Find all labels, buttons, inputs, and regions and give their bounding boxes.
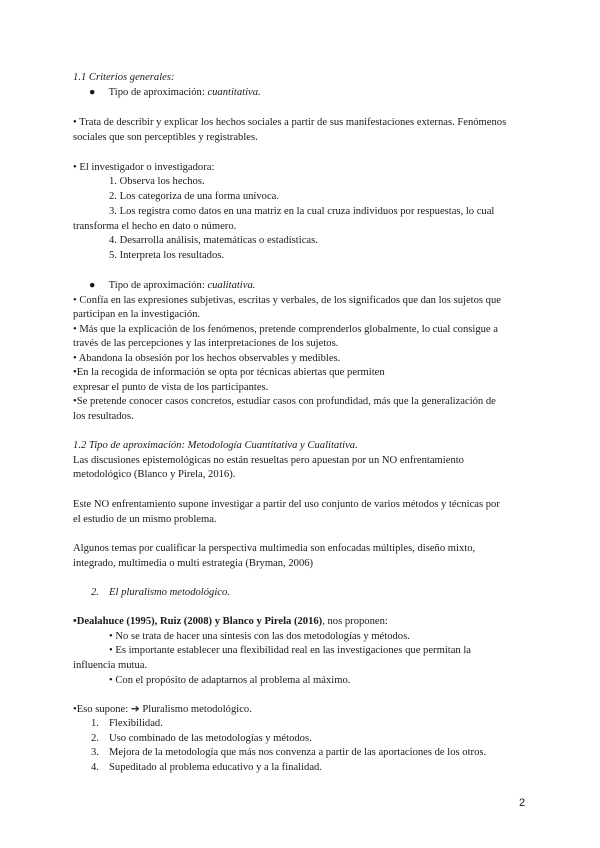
authors-bold: •Dealahuce (1995), Ruiz (2008) y Blanco y Pirela (2016) bbox=[73, 616, 323, 627]
authors-rest: , nos proponen: bbox=[322, 616, 388, 627]
quant-text-line: sociales que son perceptibles y registrables. bbox=[73, 132, 258, 143]
step-item: 1. Observa los hechos. bbox=[109, 176, 205, 187]
proposal-item: • Con el propósito de adaptarnos al problema al máximo. bbox=[109, 675, 351, 686]
proposal-item: influencia mutua. bbox=[73, 660, 148, 671]
qual-type-value: cualitativa. bbox=[207, 280, 256, 291]
section-2-number: 2. bbox=[91, 587, 99, 598]
step-item: transforma el hecho en dato o número. bbox=[73, 221, 237, 232]
paragraph-line: Este NO enfrentamiento supone investigar a partir del uso conjunto de varios métodos y técnicas por bbox=[73, 499, 500, 510]
proposal-item: • Es importante establecer una flexibilidad real en las investigaciones que permitan la bbox=[109, 645, 471, 656]
authors-line bbox=[73, 615, 388, 629]
list-item: Flexibilidad. bbox=[109, 718, 163, 729]
paragraph-line: el estudio de un mismo problema. bbox=[73, 514, 217, 525]
list-number: 3. bbox=[91, 747, 99, 758]
section-2-heading: El pluralismo metodológico. bbox=[109, 587, 230, 598]
qual-line: •Se pretende conocer casos concretos, estudiar casos con profundidad, más que la generalización de bbox=[73, 396, 496, 407]
quant-text-line: • Trata de describir y explicar los hechos sociales a partir de sus manifestaciones externas. Fenómenos bbox=[73, 117, 507, 128]
step-item: 5. Interpreta los resultados. bbox=[109, 250, 225, 261]
step-item: 2. Los categoriza de una forma unívoca. bbox=[109, 191, 280, 202]
step-item: 3. Los registra como datos en una matriz en la cual cruza individuos por respuestas, lo cual bbox=[109, 206, 495, 217]
proposal-item: • No se trata de hacer una síntesis con las dos metodologías y métodos. bbox=[109, 631, 410, 642]
qual-line: • Confía en las expresiones subjetivas, escritas y verbales, de los significados que dan los sujetos que bbox=[73, 295, 501, 306]
list-number: 2. bbox=[91, 733, 99, 744]
qual-line: participan en la investigación. bbox=[73, 309, 201, 320]
qual-line: expresar el punto de vista de los participantes. bbox=[73, 382, 269, 393]
list-number: 1. bbox=[91, 718, 99, 729]
list-number: 4. bbox=[91, 762, 99, 773]
paragraph-line: metodológico (Blanco y Pirela, 2016). bbox=[73, 469, 236, 480]
implies-line: •Eso supone: ➔ Pluralismo metodológico. bbox=[73, 704, 252, 715]
paragraph-line: Algunos temas por cualificar la perspectiva multimedia son enfocadas múltiples, diseño mixto, bbox=[73, 543, 476, 554]
paragraph-line: Las discusiones epistemológicas no están resueltas pero apuestan por un NO enfrentamiento bbox=[73, 455, 464, 466]
quant-type-value: cuantitativa. bbox=[207, 87, 261, 98]
researcher-intro: • El investigador o investigadora: bbox=[73, 162, 215, 173]
qual-type-label: Tipo de aproximación: bbox=[108, 280, 208, 291]
quant-type-label: Tipo de aproximación: bbox=[108, 87, 208, 98]
list-item: Supeditado al problema educativo y a la finalidad. bbox=[109, 762, 322, 773]
qual-type-bullet: ● Tipo de aproximación: cualitativa. bbox=[89, 280, 256, 291]
qual-line: • Abandona la obsesión por los hechos observables y medibles. bbox=[73, 353, 341, 364]
qual-line: través de las percepciones y las interpretaciones de los sujetos. bbox=[73, 338, 339, 349]
paragraph-line: integrado, multimedia o multi estrategia (Bryman, 2006) bbox=[73, 558, 314, 569]
page-number: 2 bbox=[519, 797, 526, 809]
quant-type-bullet: ● Tipo de aproximación: cuantitativa. bbox=[89, 87, 261, 98]
list-item: Uso combinado de las metodologías y métodos. bbox=[109, 733, 312, 744]
section-1-2-heading: 1.2 Tipo de aproximación: Metodología Cuantitativa y Cualitativa. bbox=[73, 440, 358, 451]
qual-line: los resultados. bbox=[73, 411, 134, 422]
section-1-1-heading: 1.1 Criterios generales: bbox=[73, 72, 175, 83]
qual-line: • Más que la explicación de los fenómenos, pretende comprenderlos globalmente, lo cual consigue a bbox=[73, 324, 498, 335]
qual-line: •En la recogida de información se opta por técnicas abiertas que permiten bbox=[73, 367, 385, 378]
step-item: 4. Desarrolla análisis, matemáticas o estadísticas. bbox=[109, 235, 318, 246]
list-item: Mejora de la metodología que más nos convenza a partir de las aportaciones de los otros. bbox=[109, 747, 487, 758]
